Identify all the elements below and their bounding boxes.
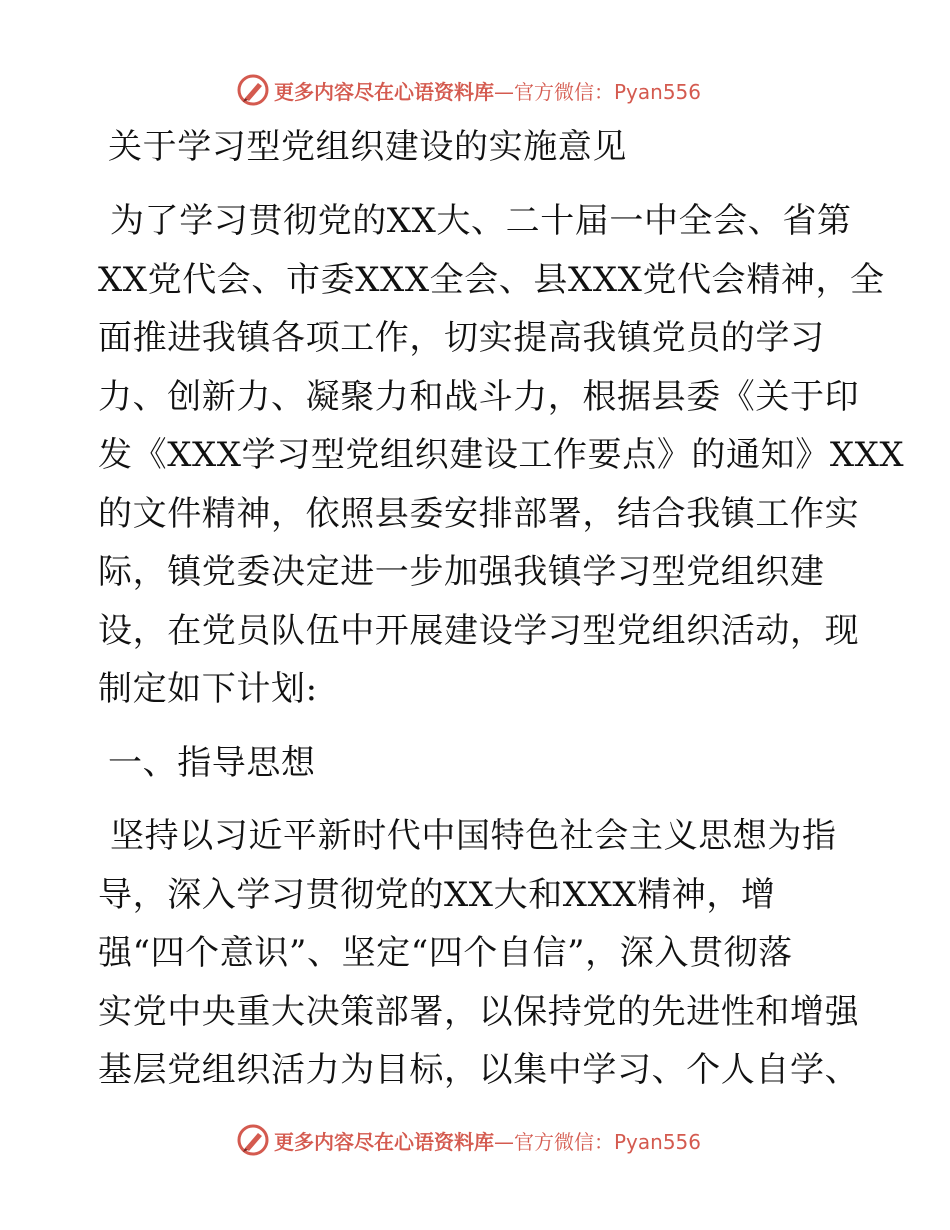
paragraph-line: 实党中央重大决策部署，以保持党的先进性和增强 (98, 991, 860, 1032)
paragraph-line: 坚持以习近平新时代中国特色社会主义思想为指 (110, 816, 837, 856)
watermark-footer (236, 1122, 701, 1158)
pen-logo-icon (236, 1123, 270, 1157)
paragraph-line: 强“四个意识”、坚定“四个自信”，深入贯彻落 (98, 933, 793, 973)
paragraph-line: 力、创新力、凝聚力和战斗力，根据县委《关于印 (98, 376, 860, 417)
paragraph-line: XX党代会、市委XXX全会、县XXX党代会精神，全 (98, 259, 885, 300)
paragraph-line: 面推进我镇各项工作，切实提高我镇党员的学习 (98, 318, 825, 358)
watermark-text: 更多内容尽在心语资料库—官方微信：Pyan556 (274, 1129, 702, 1154)
paragraph-line: 设，在党员队伍中开展建设学习型党组织活动，现 (98, 610, 860, 651)
paragraph-intro (98, 192, 905, 719)
paragraph-line: 基层党组织活力为目标，以集中学习、个人自学、 (98, 1050, 860, 1090)
paragraph-guiding-thought (98, 807, 858, 1100)
watermark-text: 更多内容尽在心语资料库—官方微信：Pyan556 (274, 79, 702, 104)
paragraph-line: 发《XXX学习型党组织建设工作要点》的通知》XXX (98, 435, 905, 475)
section-heading: 一、指导思想 (108, 743, 316, 783)
paragraph-line: 导，深入学习贯彻党的XX大和XXX精神，增 (98, 874, 776, 915)
pen-logo-icon (236, 73, 270, 107)
paragraph-line: 制定如下计划: (98, 669, 318, 709)
paragraph-line: 际，镇党委决定进一步加强我镇学习型党组织建 (98, 552, 825, 592)
paragraph-line: 的文件精神，依照县委安排部署，结合我镇工作实 (98, 493, 860, 534)
paragraph-line: 为了学习贯彻党的XX大、二十届一中全会、省第 (110, 201, 852, 241)
watermark-header (236, 72, 701, 108)
document-title: 关于学习型党组织建设的实施意见 (108, 127, 627, 167)
